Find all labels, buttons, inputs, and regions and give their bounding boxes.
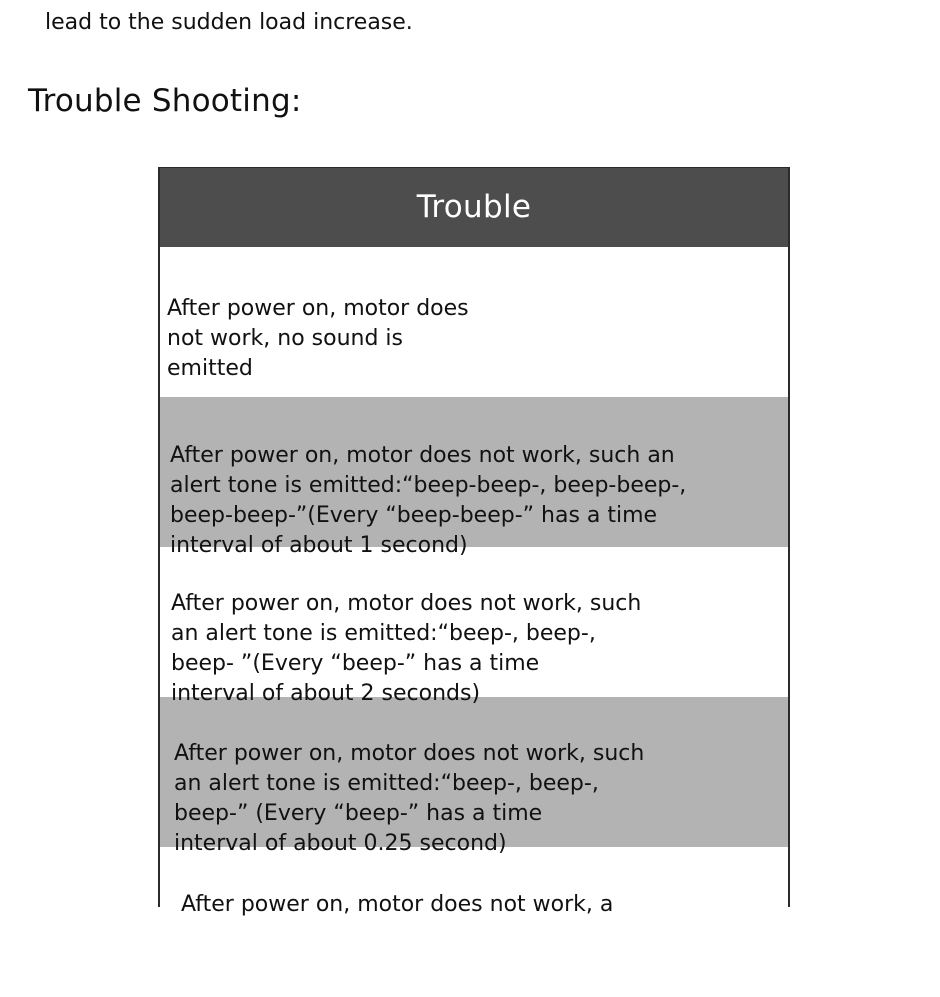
table-row <box>160 247 788 397</box>
table-cell-text: After power on, motor does not work, no sound is emitted <box>167 296 469 381</box>
table-row <box>160 847 788 997</box>
table-cell-text: After power on, motor does not work, a <box>181 892 614 917</box>
trouble-table <box>158 167 790 917</box>
table-row <box>160 397 788 558</box>
table-row <box>160 697 788 856</box>
table-cell-text: After power on, motor does not work, such an alert tone is emitted:“beep-, beep-, beep- ”(Every “beep-” has a time interval of about 2 seconds) <box>171 591 642 706</box>
paragraph-fragment <box>45 8 413 38</box>
table-header-trouble: Trouble <box>160 168 788 247</box>
paragraph-last-line: lead to the sudden load increase. <box>45 10 413 35</box>
table-cell-text: After power on, motor does not work, such an alert tone is emitted:“beep-, beep-, beep-” (Every “beep-” has a time interval of about 0.25 second) <box>174 741 645 856</box>
table-cell-text: After power on, motor does not work, such an alert tone is emitted:“beep-beep-, beep-beep-, beep-beep-”(Every “beep-beep-” has a time interval of about 1 second) <box>170 443 687 558</box>
table-row <box>160 547 788 706</box>
section-heading: Trouble Shooting: <box>28 83 302 119</box>
